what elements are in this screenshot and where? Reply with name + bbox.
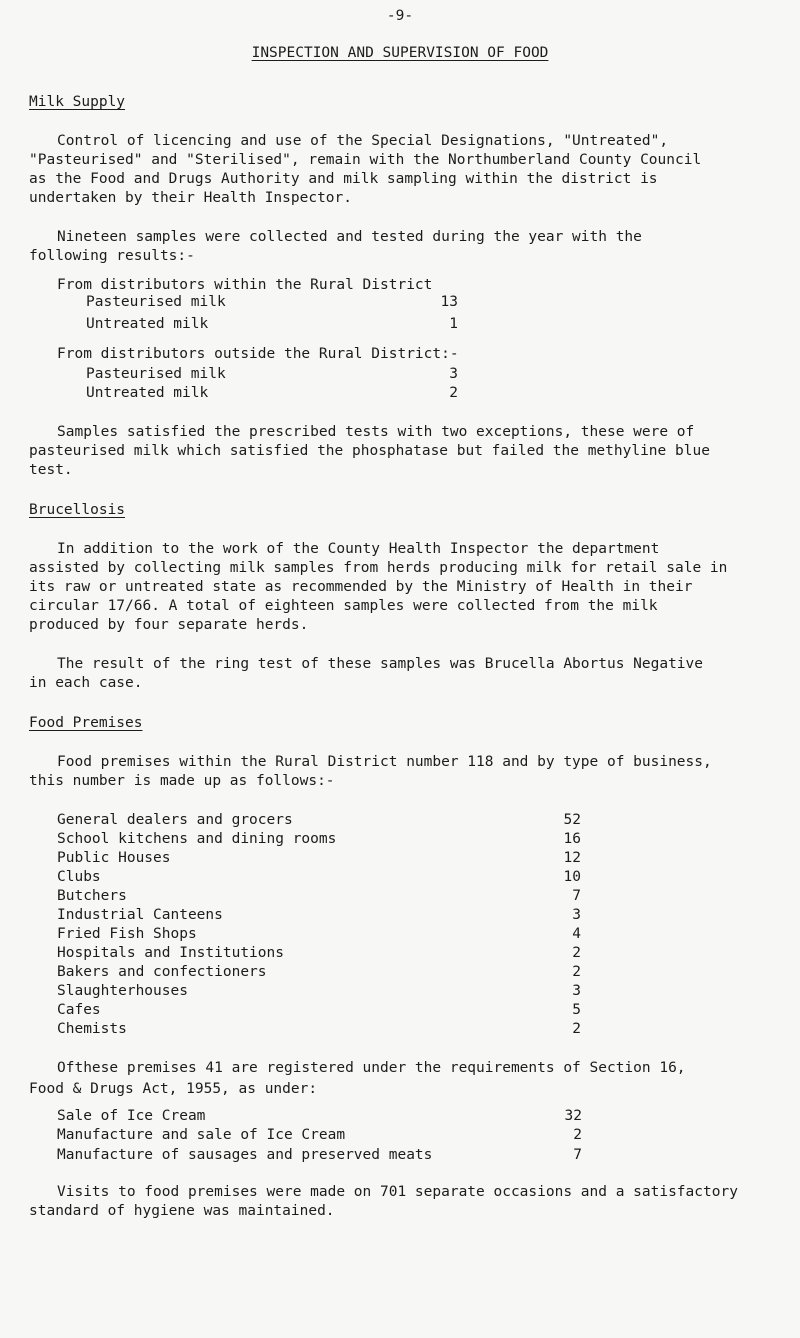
premises-type-count: 3 (572, 907, 581, 923)
text-line: undertaken by their Health Inspector. (29, 190, 353, 206)
text-line: "Pasteurised" and "Sterilised", remain with the Northumberland County Council (29, 152, 702, 168)
premises-type-count: 10 (563, 869, 581, 885)
text-line: circular 17/66. A total of eighteen samples were collected from the milk (29, 598, 658, 614)
text-line: The result of the ring test of these samples was Brucella Abortus Negative (57, 656, 704, 672)
text-line: following results:- (29, 248, 195, 264)
list-item-value: 3 (449, 366, 458, 382)
premises-type-count: 7 (572, 888, 581, 904)
premises-type-label: Public Houses (57, 850, 171, 866)
registered-item-count: 2 (573, 1127, 582, 1143)
text-line: pasteurised milk which satisfied the phosphatase but failed the methyline blue (29, 443, 710, 459)
list-item-label: Untreated milk (86, 385, 209, 401)
text-line: Control of licencing and use of the Special Designations, "Untreated", (57, 133, 669, 149)
premises-type-label: Slaughterhouses (57, 983, 188, 999)
premises-type-count: 5 (572, 1002, 581, 1018)
premises-type-label: Bakers and confectioners (57, 964, 267, 980)
text-line: Visits to food premises were made on 701 separate occasions and a satisfactory (57, 1184, 738, 1200)
premises-type-count: 4 (572, 926, 581, 942)
registered-item-count: 32 (564, 1108, 582, 1124)
list-item-value: 2 (449, 385, 458, 401)
within-district-heading: From distributors within the Rural District (57, 277, 433, 293)
text-line: Food & Drugs Act, 1955, as under: (29, 1081, 318, 1097)
text-line: in each case. (29, 675, 143, 691)
premises-type-label: General dealers and grocers (57, 812, 293, 828)
milk-heading: Milk Supply (29, 94, 126, 110)
premises-type-count: 2 (572, 1021, 581, 1037)
list-item-label: Untreated milk (86, 316, 209, 332)
premises-type-label: Hospitals and Institutions (57, 945, 284, 961)
list-item-label: Pasteurised milk (86, 294, 226, 310)
registered-item-label: Manufacture of sausages and preserved meats (57, 1147, 433, 1163)
list-item-value: 1 (449, 316, 458, 332)
text-line: standard of hygiene was maintained. (29, 1203, 335, 1219)
premises-type-count: 2 (572, 945, 581, 961)
premises-type-count: 16 (563, 831, 581, 847)
page-number: -9- (386, 8, 414, 24)
premises-type-label: School kitchens and dining rooms (57, 831, 337, 847)
text-line: as the Food and Drugs Authority and milk sampling within the district is (29, 171, 658, 187)
brucellosis-heading: Brucellosis (29, 502, 126, 518)
text-line: assisted by collecting milk samples from herds producing milk for retail sale in (29, 560, 728, 576)
registered-item-label: Manufacture and sale of Ice Cream (57, 1127, 346, 1143)
premises-type-label: Industrial Canteens (57, 907, 223, 923)
registered-item-count: 7 (573, 1147, 582, 1163)
list-item-value: 13 (440, 294, 458, 310)
text-line: Ofthese premises 41 are registered under the requirements of Section 16, (57, 1060, 686, 1076)
text-line: this number is made up as follows:- (29, 773, 335, 789)
text-line: Samples satisfied the prescribed tests with two exceptions, these were of (57, 424, 695, 440)
page-title: INSPECTION AND SUPERVISION OF FOOD (251, 45, 549, 61)
text-line: produced by four separate herds. (29, 617, 309, 633)
list-item-label: Pasteurised milk (86, 366, 226, 382)
premises-type-label: Butchers (57, 888, 127, 904)
premises-type-label: Cafes (57, 1002, 101, 1018)
text-line: In addition to the work of the County Health Inspector the department (57, 541, 660, 557)
premises-type-label: Fried Fish Shops (57, 926, 197, 942)
premises-type-label: Clubs (57, 869, 101, 885)
text-line: test. (29, 462, 73, 478)
registered-item-label: Sale of Ice Cream (57, 1108, 206, 1124)
premises-type-count: 12 (563, 850, 581, 866)
outside-district-heading: From distributors outside the Rural District:- (57, 346, 459, 362)
text-line: Nineteen samples were collected and tested during the year with the (57, 229, 642, 245)
text-line: Food premises within the Rural District number 118 and by type of business, (57, 754, 712, 770)
food-premises-heading: Food Premises (29, 715, 143, 731)
premises-type-label: Chemists (57, 1021, 127, 1037)
text-line: its raw or untreated state as recommended by the Ministry of Health in their (29, 579, 693, 595)
premises-type-count: 52 (563, 812, 581, 828)
premises-type-count: 3 (572, 983, 581, 999)
premises-type-count: 2 (572, 964, 581, 980)
